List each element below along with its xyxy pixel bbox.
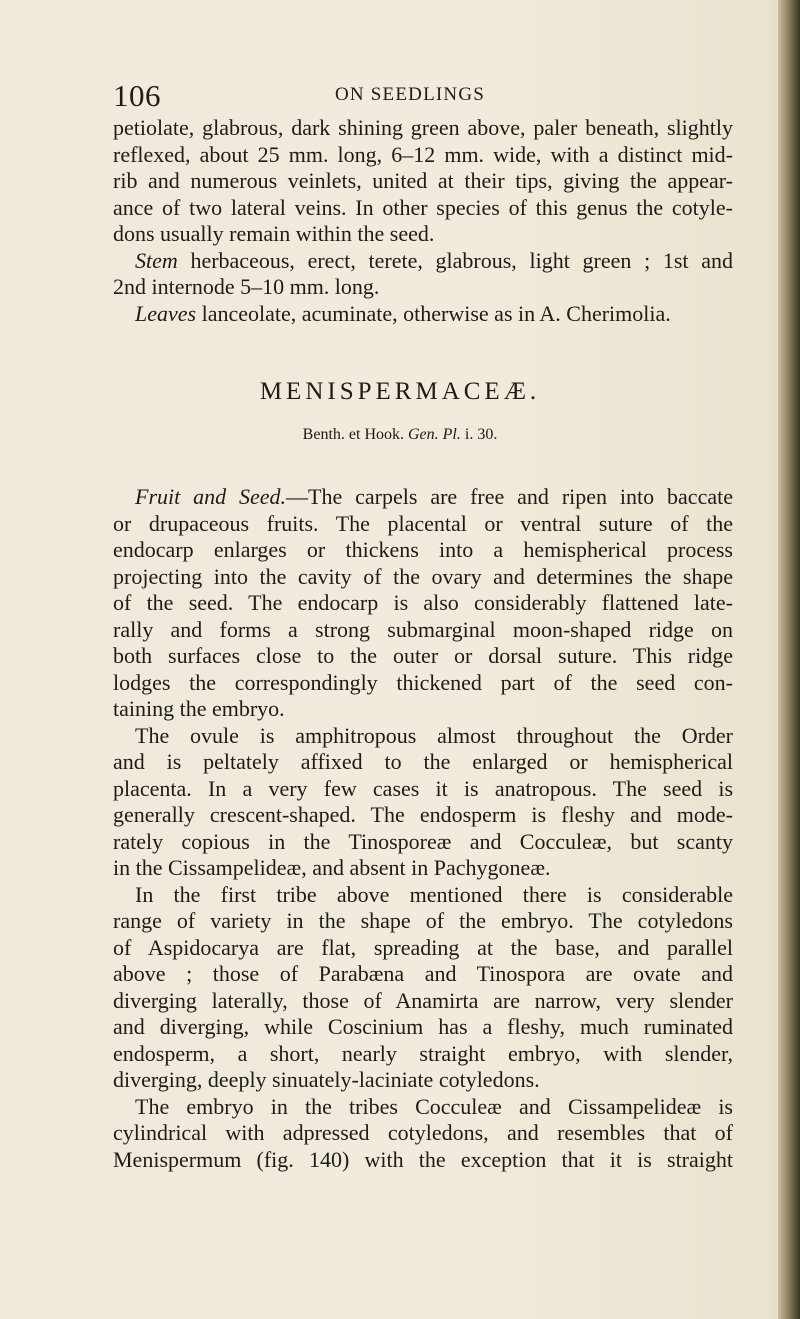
leaves-text: lanceolate, acuminate, otherwise as in A. Cherimolia. — [196, 300, 671, 326]
page-number: 106 — [113, 78, 161, 113]
text-block-main — [113, 484, 733, 1173]
text-line: or drupaceous fruits. The placental or ventral suture of the — [113, 510, 733, 536]
text-line: Menispermum (fig. 140) with the exception that it is straight — [113, 1146, 733, 1172]
text-line: both surfaces close to the outer or dorsal suture. This ridge — [113, 643, 733, 668]
text-line: dons usually remain within the seed. — [113, 221, 435, 246]
fruit-first-line: —The carpels are free and ripen into baccate — [286, 484, 733, 509]
text-line: range of variety in the shape of the embryo. The cotyledons — [113, 908, 733, 933]
text-line: rately copious in the Tinosporeæ and Cocculeæ, but scanty — [113, 828, 733, 854]
reference-suffix: i. 30. — [460, 426, 498, 443]
paragraph-leaves — [113, 301, 733, 328]
stem-text: herbaceous, erect, terete, glabrous, light green ; 1st and — [177, 247, 733, 273]
text-line: and diverging, while Coscinium has a fleshy, much ruminated — [113, 1014, 733, 1039]
paragraph-fruit-and-seed — [113, 484, 733, 723]
reference-italic: Gen. Pl. — [408, 426, 461, 443]
text-line: of Aspidocarya are flat, spreading at the base, and parallel — [113, 934, 733, 960]
text-line: ance of two lateral veins. In other species of this genus the cotyle- — [113, 194, 733, 220]
text-line — [113, 484, 733, 511]
text-line: taining the embryo. — [113, 696, 285, 721]
paragraph-embryo — [113, 1094, 733, 1174]
text-line: rib and numerous veinlets, united at their tips, giving the appear- — [113, 168, 733, 193]
paragraph-stem — [113, 248, 733, 301]
text-line: diverging laterally, those of Anamirta are narrow, very slender — [113, 987, 733, 1013]
section-heading: MENISPERMACEÆ. — [259, 378, 541, 405]
text-line — [113, 248, 733, 275]
text-line: The embryo in the tribes Cocculeæ and Cissampelideæ is — [135, 1093, 733, 1119]
text-block-top — [113, 115, 733, 327]
page-binding-edge — [778, 0, 800, 1319]
text-line: endocarp enlarges or thickens into a hemispherical process — [113, 537, 733, 562]
text-line: and is peltately affixed to the enlarged or hemispherical — [113, 749, 733, 774]
text-line: diverging, deeply sinuately-laciniate cotyledons. — [113, 1067, 540, 1092]
section-reference — [0, 426, 800, 444]
text-line: rally and forms a strong submarginal moon-shaped ridge on — [113, 616, 733, 642]
text-line: petiolate, glabrous, dark shining green above, paler beneath, slightly — [113, 115, 733, 140]
text-line: lodges the correspondingly thickened part of the seed con- — [113, 669, 733, 695]
text-line: projecting into the cavity of the ovary and determines the shape — [113, 563, 733, 589]
text-line: In the first tribe above mentioned there is considerable — [135, 881, 733, 907]
text-line: generally crescent-shaped. The endosperm is fleshy and mode- — [113, 802, 733, 827]
reference-prefix: Benth. et Hook. — [302, 426, 408, 443]
paragraph-cotyledons — [113, 115, 733, 248]
paragraph-first-tribe — [113, 882, 733, 1094]
page-header — [113, 78, 703, 112]
text-line: reflexed, about 25 mm. long, 6–12 mm. wide, with a distinct mid- — [113, 141, 733, 167]
text-line — [113, 301, 733, 328]
text-line: endosperm, a short, nearly straight embryo, with slender, — [113, 1040, 733, 1066]
stem-label: Stem — [135, 247, 178, 273]
text-line: The ovule is amphitropous almost throughout the Order — [135, 722, 733, 748]
text-line: of the seed. The endocarp is also considerably flattened late- — [113, 590, 733, 615]
text-line: above ; those of Parabæna and Tinospora are ovate and — [113, 961, 733, 986]
running-head: ON SEEDLINGS — [335, 84, 486, 105]
text-line: in the Cissampelideæ, and absent in Pachygoneæ. — [113, 855, 551, 880]
fruit-label: Fruit and Seed. — [135, 484, 287, 509]
text-line: placenta. In a very few cases it is anatropous. The seed is — [113, 775, 733, 801]
paragraph-ovule — [113, 723, 733, 882]
text-line: 2nd internode 5–10 mm. long. — [113, 274, 380, 299]
leaves-label: Leaves — [135, 300, 197, 326]
text-line: cylindrical with adpressed cotyledons, and resembles that of — [113, 1120, 733, 1145]
